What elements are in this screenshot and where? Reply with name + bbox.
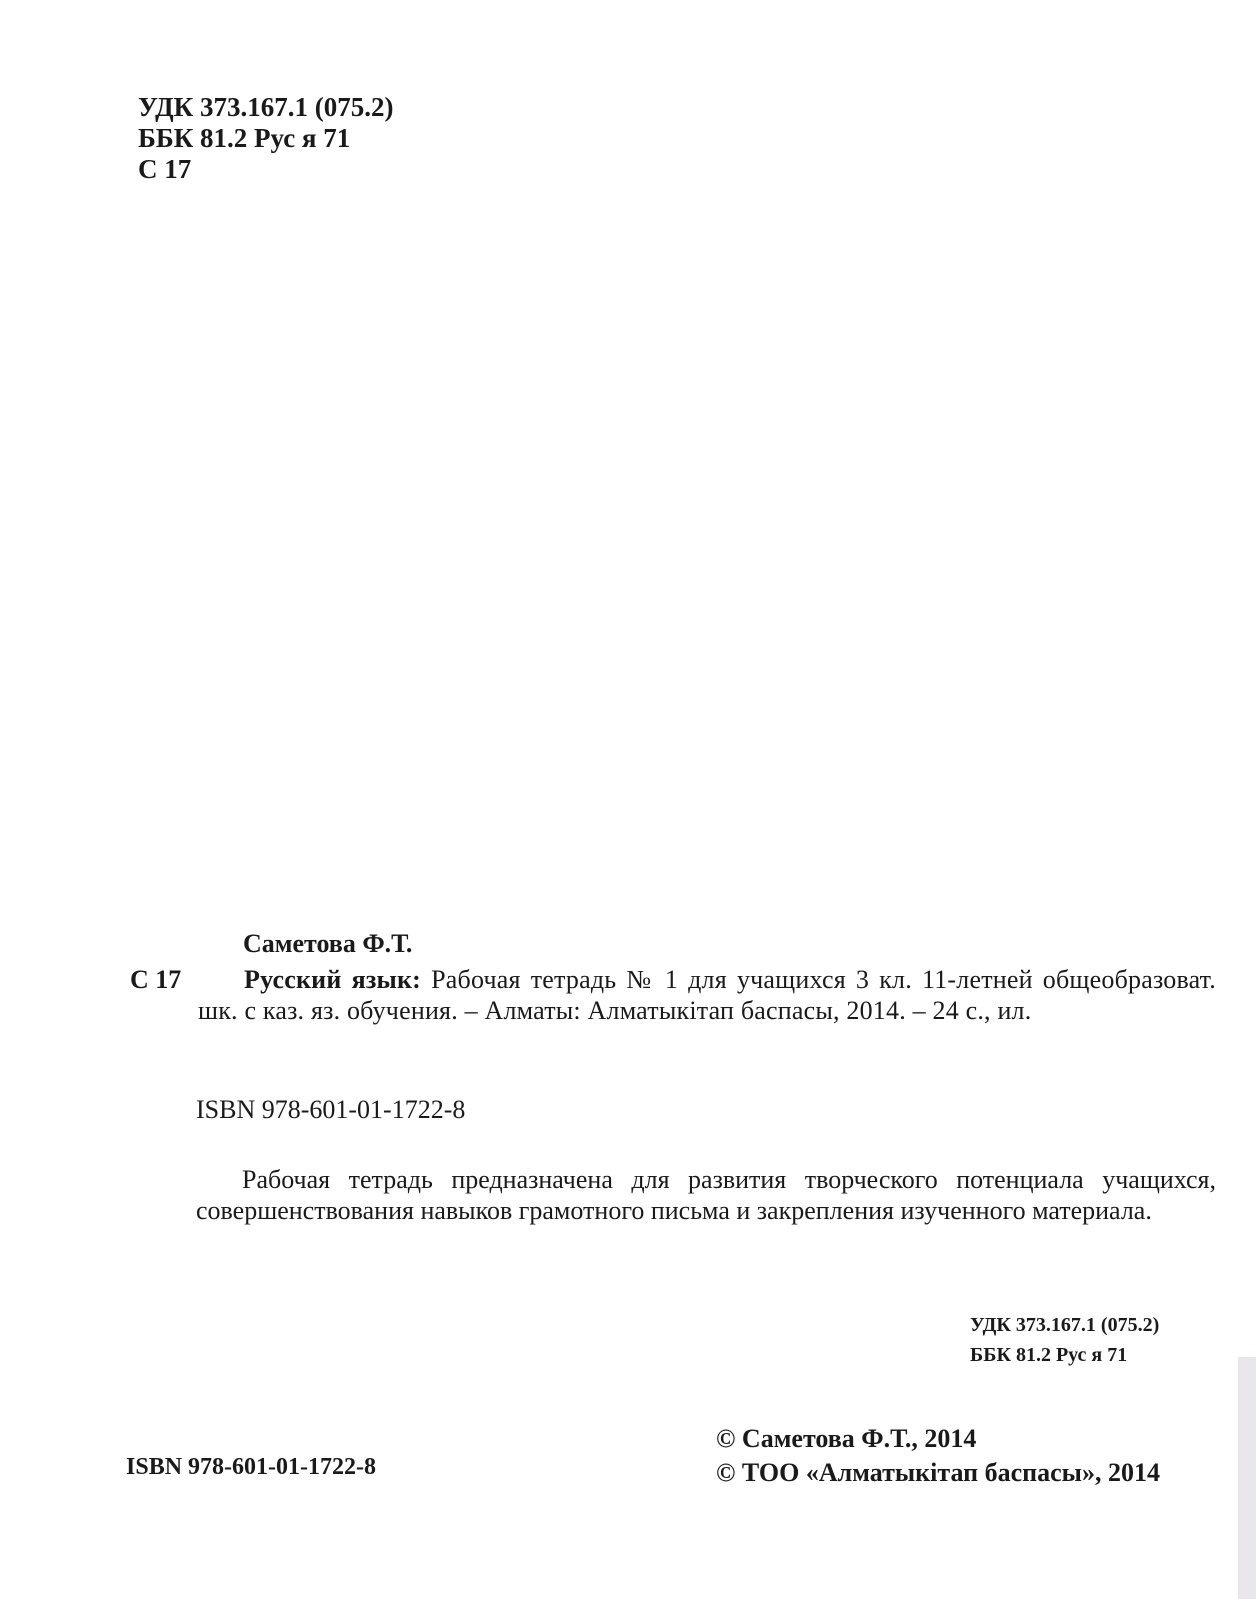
isbn-bottom: ISBN 978-601-01-1722-8 bbox=[126, 1454, 376, 1480]
copyright-author: © Саметова Ф.Т., 2014 bbox=[716, 1424, 977, 1453]
bbk-code: ББК 81.2 Рус я 71 bbox=[138, 123, 351, 153]
annotation-text: Рабочая тетрадь предназначена для развития творческого потенциала учащихся, совершенствования навыков грамотного письма и закрепления изученного материала. bbox=[196, 1165, 1216, 1225]
record-entry bbox=[198, 964, 1216, 1026]
page-edge-shadow bbox=[1238, 1357, 1256, 1599]
record-isbn: ISBN 978-601-01-1722-8 bbox=[196, 1095, 466, 1124]
record-author: Саметова Ф.Т. bbox=[243, 929, 413, 958]
record-author-mark: С 17 bbox=[130, 965, 182, 994]
copyright-publisher: © ТОО «Алматыкітап баспасы», 2014 bbox=[716, 1458, 1160, 1487]
udk-code-right: УДК 373.167.1 (075.2) bbox=[970, 1314, 1160, 1336]
udk-code: УДК 373.167.1 (075.2) bbox=[138, 92, 394, 122]
classification-codes-top bbox=[138, 92, 393, 185]
copyright-block bbox=[716, 1422, 1160, 1490]
record-title: Русский язык: bbox=[244, 965, 422, 994]
record-description: Рабочая тетрадь № 1 для учащихся 3 кл. 11-летней общеобразоват. шк. с каз. яз. обучения. – Алматы: Алматыкітап баспасы, 2014. – 24 с., ил. bbox=[198, 965, 1216, 1025]
bbk-code-right: ББК 81.2 Рус я 71 bbox=[970, 1344, 1128, 1366]
classification-codes-right bbox=[970, 1310, 1159, 1370]
author-mark: С 17 bbox=[138, 154, 192, 184]
